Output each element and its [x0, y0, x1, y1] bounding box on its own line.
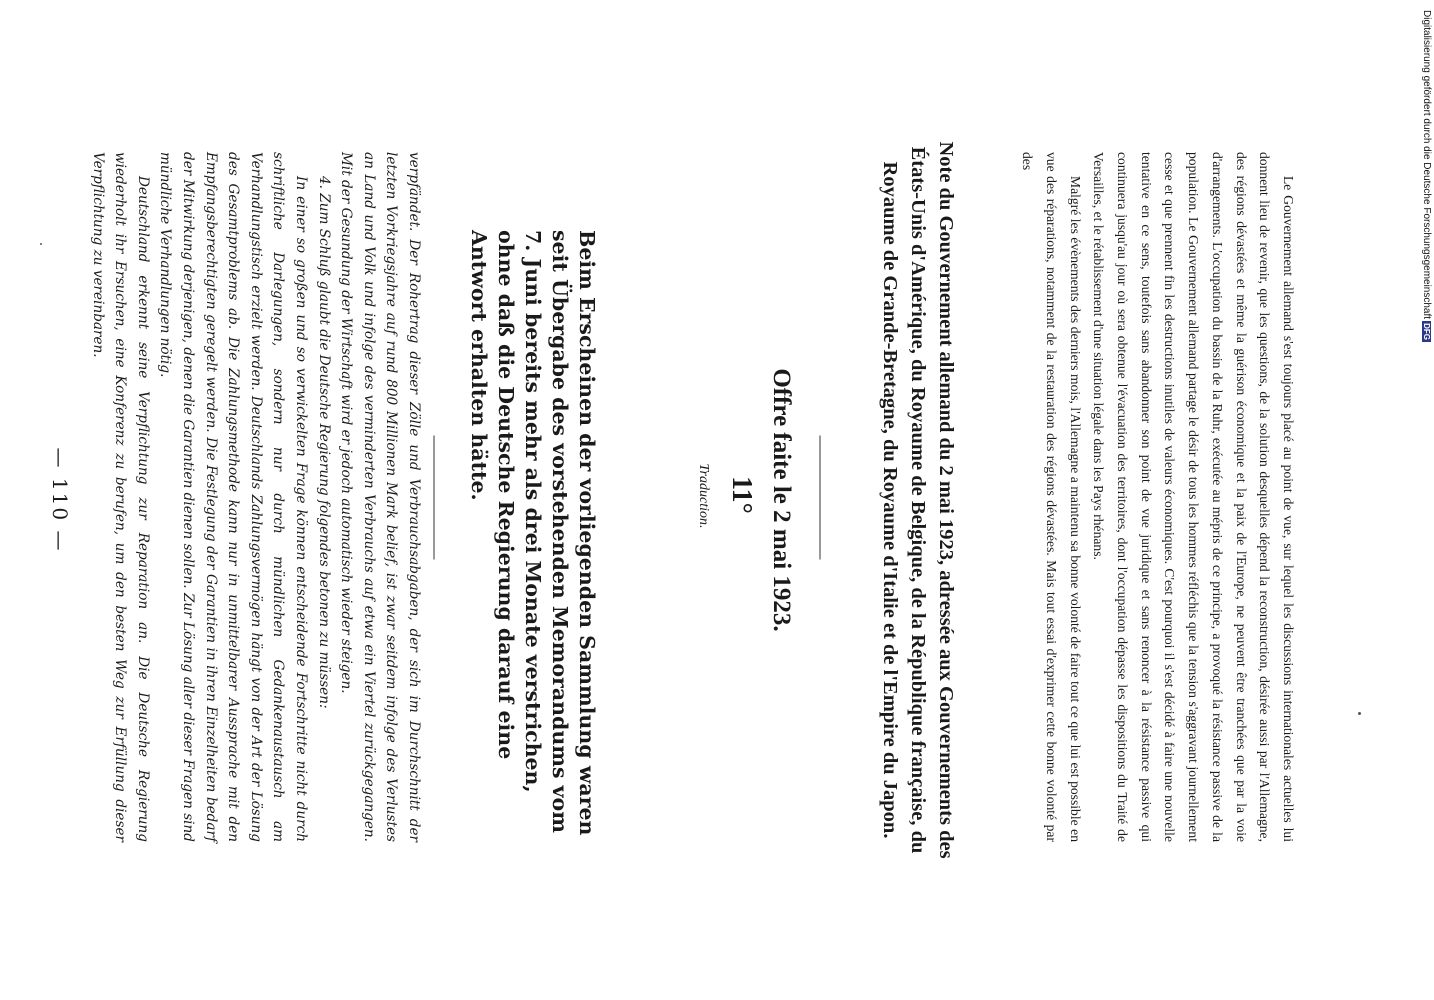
digitization-credit	[1421, 10, 1432, 342]
document-number: 11°	[726, 476, 757, 514]
note-title: Note du Gouvernement allemand du 2 mai 1923, adressée aux Gouvernements des États-Unis d'Amérique, du Royaume de Belgique, de la République française, du Royaume de Grande-Bretagne, du Royaume d'Italie et de l'Empire du Japon.	[879, 141, 957, 859]
french-paragraph: Malgré les évènements des derniers mois, l'Allemagne a maintenu sa bonne volonté de faire tout ce que lui est possible en vue des réparations, notamment de la restauration des régions dévastées. Mais tout essai d'exprimer cette bonne volonté par des	[1020, 152, 1083, 842]
german-text-block	[86, 152, 425, 842]
german-paragraph: In einer so großen und so verwickelten Frage können entscheidende Fortschritte nicht durch schriftliche Darlegungen, sondern nur durch mündlichen Gedankenaustausch am Verhandlungstisch erzielt werden. Deutschlands Zahlungsvermögen hängt von der Art der Lösung des Gesamtproblems ab. Die Zahlungsmethode kann nur in unmittelbarer Aussprache mit den Empfangsberechtigten geregelt werden. Die Festlegung der Garantien in ihren Einzelheiten bedarf der Mitwirkung derjenigen, denen die Garantien dienen sollen. Zur Lösung aller dieser Fragen sind mündliche Verhandlungen nötig.	[157, 152, 310, 842]
credit-text: Digitalisierung gefördert durch die Deutsche Forschungsgemeinschaft	[1421, 10, 1432, 320]
scan-speck	[1358, 712, 1361, 715]
scan-speck	[40, 243, 42, 245]
page-number: — 110 —	[48, 447, 72, 553]
editorial-note: Beim Erscheinen der vorliegenden Sammlung waren seit Übergabe des vorstehenden Memorandums vom 7. Juni bereits mehr als drei Monate verstrichen, ohne daß die Deutsche Regierung darauf eine Antwort erhalten hätte.	[467, 230, 599, 836]
offer-title: Offre faite le 2 mai 1923.	[768, 368, 795, 632]
section-divider	[820, 436, 821, 560]
french-text-block	[1016, 152, 1300, 842]
german-paragraph: verpfändet. Der Rohertrag dieser Zölle und Verbrauchsabgaben, der sich im Durchschnitt der letzten Vorkriegsjahre auf rund 800 Millionen Mark belief, ist zwar seitdem infolge des Verlustes an Land und Volk und infolge des verminderten Verbrauchs auf etwa ein Viertel zurückgegangen. Mit der Gesundung der Wirtschaft wird er jedoch automatisch wieder steigen.	[338, 152, 422, 842]
dfg-logo: DFG	[1422, 323, 1431, 340]
traduction-label: Traduction.	[696, 463, 711, 529]
german-paragraph: 4. Zum Schluß glaubt die Deutsche Regierung folgendes betonen zu müssen:	[315, 176, 332, 709]
french-paragraph: Le Gouvernement allemand s'est toujours placé au point de vue, sur lequel les discussions internationales actuelles lui donnent lieu de revenir, que les questions, de la solution desquelles dépend la reconstruction, désirée aussi par l'Allemagne, des régions dévastées et même la guérison économique et la paix de l'Europe, ne peuvent être tranchées que par la voie d'arrangements. L'occupation du bassin de la Ruhr, exécutée au mépris de ce principe, a provoqué la résistance passive de la population. Le Gouvernement allemand partage le désir de tous les hommes réfléchis que la tension s'aggravant journellement cesse et que prennent fin les destructions inutiles de valeurs économiques. C'est pourquoi il s'est décidé à faire une nouvelle tentative en ce sens, toutefois sans abandonner son point de vue juridique et sans renoncer à la résistance passive qui continuera jusqu'au jour où sera obtenue l'évacuation des territoires, dont l'occupation dépasse les dispositions du Traité de Versailles, et le rétablissement d'une situation légale dans les Pays rhénans.	[1091, 152, 1296, 842]
german-paragraph: Deutschland erkennt seine Verpflichtung zur Reparation an. Die Deutsche Regierung wiederholt ihr Ersuchen, eine Konferenz zu berufen, um den besten Weg zur Erfüllung dieser Verpflichtung zu vereinbaren.	[89, 152, 151, 842]
section-divider	[434, 436, 435, 560]
